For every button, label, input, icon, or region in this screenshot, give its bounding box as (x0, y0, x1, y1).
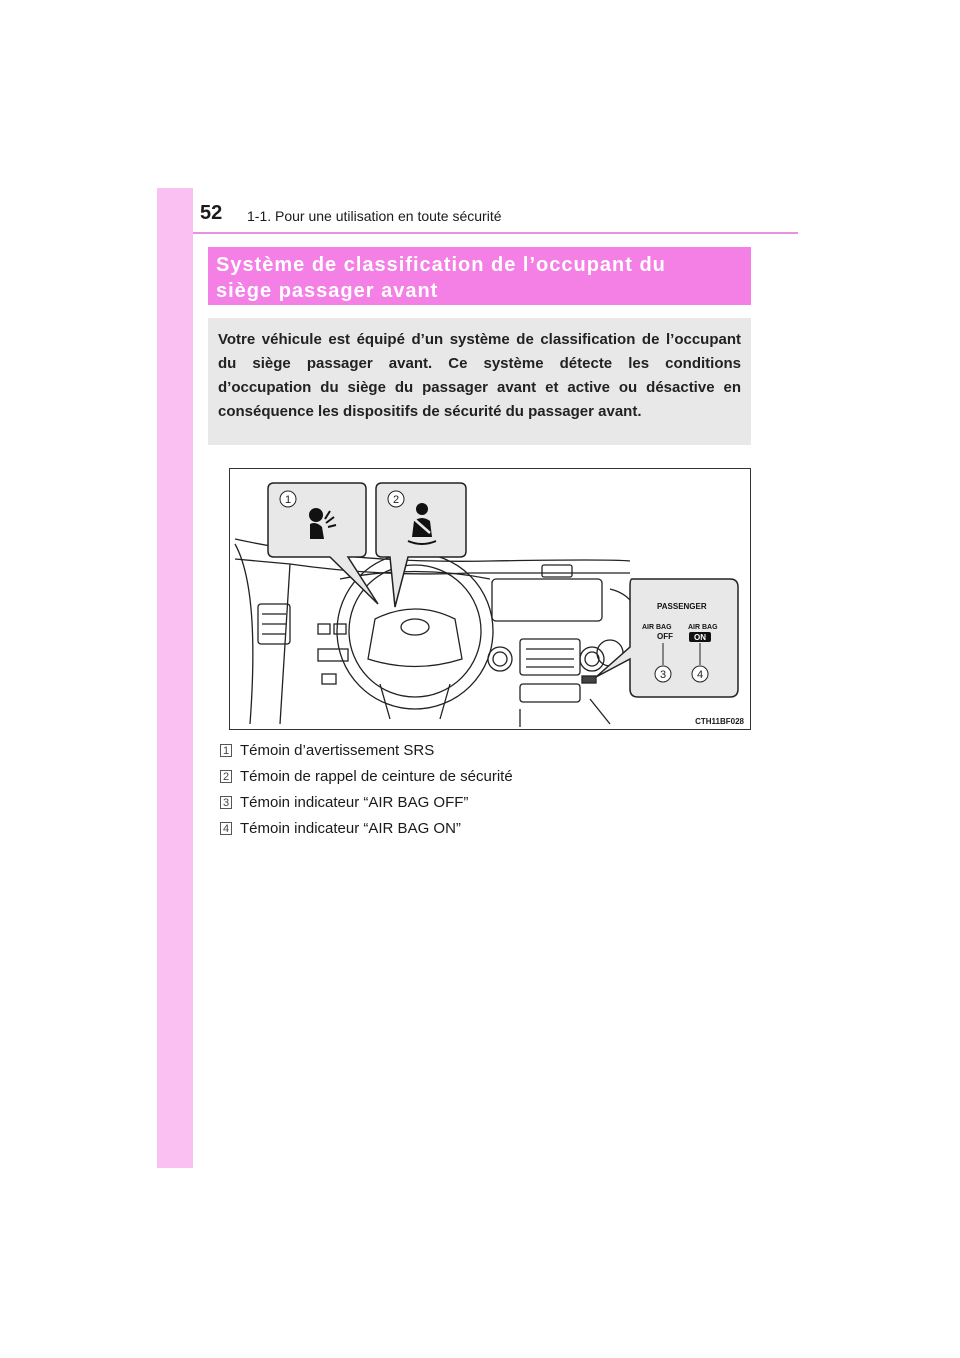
legend-item (220, 815, 513, 841)
airbag-on-label-line1: AIR BAG (688, 624, 718, 631)
airbag-on-label-line2: ON (694, 633, 706, 642)
callout-4: 4 (696, 669, 704, 681)
section-title-line-2: siège passager avant (216, 280, 439, 302)
dashboard-illustration (230, 469, 750, 729)
legend-number: 1 (220, 744, 232, 757)
legend-number: 4 (220, 822, 232, 835)
callout-2: 2 (392, 494, 400, 506)
header-rule (193, 232, 798, 234)
callout-3: 3 (659, 669, 667, 681)
airbag-off-label-line1: AIR BAG (642, 624, 672, 631)
page-number: 52 (200, 202, 223, 224)
legend-text: Témoin indicateur “AIR BAG OFF” (240, 793, 469, 811)
chapter-tab-band (157, 188, 193, 1168)
legend-text: Témoin indicateur “AIR BAG ON” (240, 819, 461, 837)
legend-list (220, 737, 513, 841)
legend-text: Témoin de rappel de ceinture de sécurité (240, 767, 513, 785)
dashboard-figure (229, 468, 751, 730)
airbag-off-label-line2: OFF (657, 632, 673, 641)
section-title (208, 247, 751, 305)
legend-number: 3 (220, 796, 232, 809)
legend-number: 2 (220, 770, 232, 783)
panel-title: PASSENGER (657, 602, 707, 611)
figure-code: CTH11BF028 (695, 717, 744, 726)
intro-box (208, 318, 751, 445)
callout-1: 1 (284, 494, 292, 506)
legend-item (220, 789, 513, 815)
section-title-line-1: Système de classification de l’occupant du (216, 254, 666, 276)
running-head: 1-1. Pour une utilisation en toute sécurité (247, 208, 502, 224)
legend-text: Témoin d’avertissement SRS (240, 741, 435, 759)
intro-text: Votre véhicule est équipé d’un système de classification de l’occupant du siège passager avant. Ce système détecte les conditions d’occupation du siège du passager avant et active ou désactive en conséquence les dispositifs de sécurité du passager avant. (218, 331, 741, 420)
legend-item (220, 763, 513, 789)
legend-item (220, 737, 513, 763)
